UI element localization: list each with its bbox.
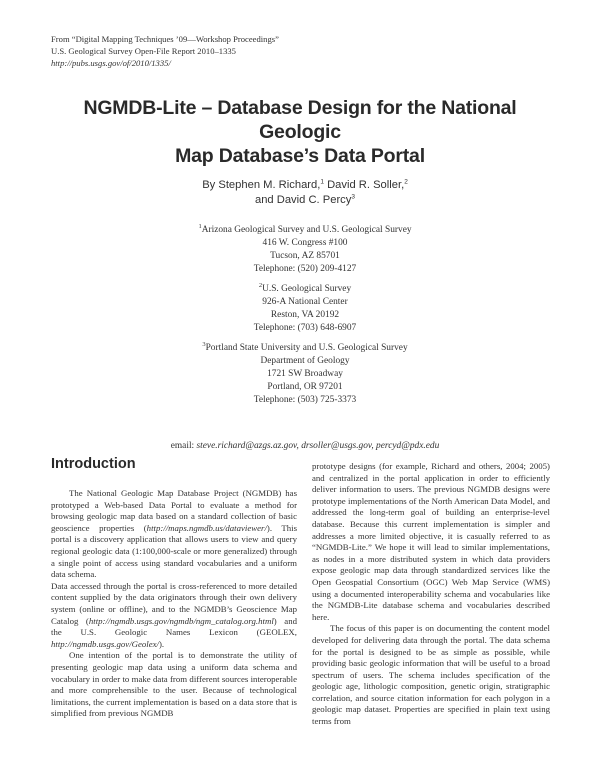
source-line-proceedings: From “Digital Mapping Techniques ’09—Workshop Proceedings”	[51, 34, 279, 44]
intro-p1-text-a: The National Geologic Map Database Project (NGMDB) has prototyped a Web-based Data Portal to evaluate a method for browsing geologic map data based on a standard collection of basic geoscience properties (	[51, 488, 297, 533]
map-catalog-url-link[interactable]: http://ngmdb.usgs.gov/ngmdb/ngm_catalog.org.html	[88, 615, 274, 626]
affiliation-1-mark: 1	[198, 222, 202, 230]
intro-p1-text-b: ). This portal is a discovery application that allows users to view and query regional geologic data (1:100,000-scale or more generalized) through a single point of access using standard vocabularies and a uniform data schema.	[51, 522, 297, 580]
author-2-mark: 2	[404, 178, 408, 186]
author-1: Stephen M. Richard,	[218, 179, 321, 191]
author-by: By	[202, 179, 216, 191]
intro-p2-text-b: ) and the U.S. Geologic Names Lexicon (GEOLEX,	[51, 615, 297, 638]
affiliation-3-line-1: Portland State University and U.S. Geological Survey	[205, 343, 408, 353]
affiliation-3	[150, 342, 460, 407]
right-paragraph-2: The focus of this paper is on documenting the content model developed for delivering data through the portal. The data schema for the portal is designed to be as simple as possible, while providing basic geologic information that will be useful to a broad spectrum of users. The schema includes specification of the geologic age, lithologic composition, genetic origin, stratigraphic correlation, and source citation information for each polygon in a geologic map dataset. Properties are specified in plain text using terms from	[312, 623, 550, 727]
author-2: David R. Soller,	[327, 179, 405, 191]
section-heading-introduction: Introduction	[51, 456, 136, 472]
affiliation-1	[150, 224, 460, 276]
affiliation-1-line-3: Tucson, AZ 85701	[270, 251, 340, 261]
affiliation-1-line-1: Arizona Geological Survey and U.S. Geological Survey	[201, 225, 412, 235]
left-column	[51, 488, 297, 720]
dataviewer-url-link[interactable]: http://maps.ngmdb.us/dataviewer/	[146, 522, 267, 533]
email-contacts	[130, 440, 480, 453]
author-3-mark: 3	[351, 192, 355, 200]
affiliation-1-line-2: 416 W. Congress #100	[262, 238, 348, 248]
intro-paragraph-2	[51, 581, 297, 651]
intro-paragraph-1	[51, 488, 297, 581]
intro-p2-text-c: ).	[159, 638, 165, 649]
affiliation-3-mark: 3	[202, 340, 206, 348]
author-1-mark: 1	[320, 178, 324, 186]
paper-title	[40, 96, 560, 168]
affiliation-3-line-3: 1721 SW Broadway	[267, 369, 343, 379]
author-3: and David C. Percy	[254, 193, 352, 206]
affiliation-3-line-4: Portland, OR 97201	[267, 382, 343, 392]
email-label: email:	[170, 441, 195, 451]
affiliation-2-line-2: 926-A National Center	[262, 297, 348, 307]
affiliation-1-line-4: Telephone: (520) 209-4127	[253, 264, 357, 274]
right-paragraph-1: prototype designs (for example, Richard and others, 2004; 2005) and centralized in the portal application in order to efficiently deliver information to users. The previous NGMDB designs were prototype implementations of the North American Data Model, and addressed the long-term goal of building an enterprise-level database. Because this current implementation is simpler and addresses a more limited objective, it is casually referred to as “NGMDB-Lite.” We hope it will lead to similar implementations, as nodes in a more distributed system in which data providers expose geologic map data through standardized services like the Open Geospatial Consortium (OGC) Web Map Service (WMS) using a documented interoperability schema and vocabularies like the NGMDB-Lite database schema and vocabularies described here.	[312, 461, 550, 622]
affiliation-2-line-1: U.S. Geological Survey	[262, 284, 352, 294]
title-line-1: NGMDB-Lite – Database Design for the National Geologic	[83, 97, 517, 143]
intro-p2-text-a: Data accessed through the portal is cross-referenced to more detailed content supplied by the data originators through their own delivery system (online or offline), and to the NGMDB’s Geoscience Map Catalog (	[51, 580, 297, 626]
title-line-2: Map Database’s Data Portal	[175, 145, 425, 167]
affiliation-2	[150, 283, 460, 335]
source-line-report: U.S. Geological Survey Open-File Report 2010–1335	[51, 46, 236, 56]
right-column	[312, 461, 550, 728]
email-addresses[interactable]: steve.richard@azgs.az.gov, drsoller@usgs.gov, percyd@pdx.edu	[196, 441, 440, 451]
affiliation-3-line-5: Telephone: (503) 725-3373	[253, 395, 357, 405]
author-list	[150, 178, 460, 207]
geolex-url-link[interactable]: http://ngmdb.usgs.gov/Geolex/	[51, 638, 159, 649]
intro-paragraph-3: One intention of the portal is to demonstrate the utility of presenting geologic map data using a uniform data schema and vocabulary in order to make data from different sources interoperable and more comprehensible to the user. Because of technological limitations, the current implementation is based on a data store that is simplified from previous NGMDB	[51, 650, 297, 719]
source-url-link[interactable]: http://pubs.usgs.gov/of/2010/1335/	[51, 58, 171, 68]
source-citation	[51, 33, 279, 69]
affiliation-2-mark: 2	[258, 281, 263, 289]
affiliation-2-line-3: Reston, VA 20192	[270, 310, 340, 320]
affiliation-2-line-4: Telephone: (703) 648-6907	[253, 323, 357, 333]
affiliation-3-line-2: Department of Geology	[260, 356, 350, 366]
